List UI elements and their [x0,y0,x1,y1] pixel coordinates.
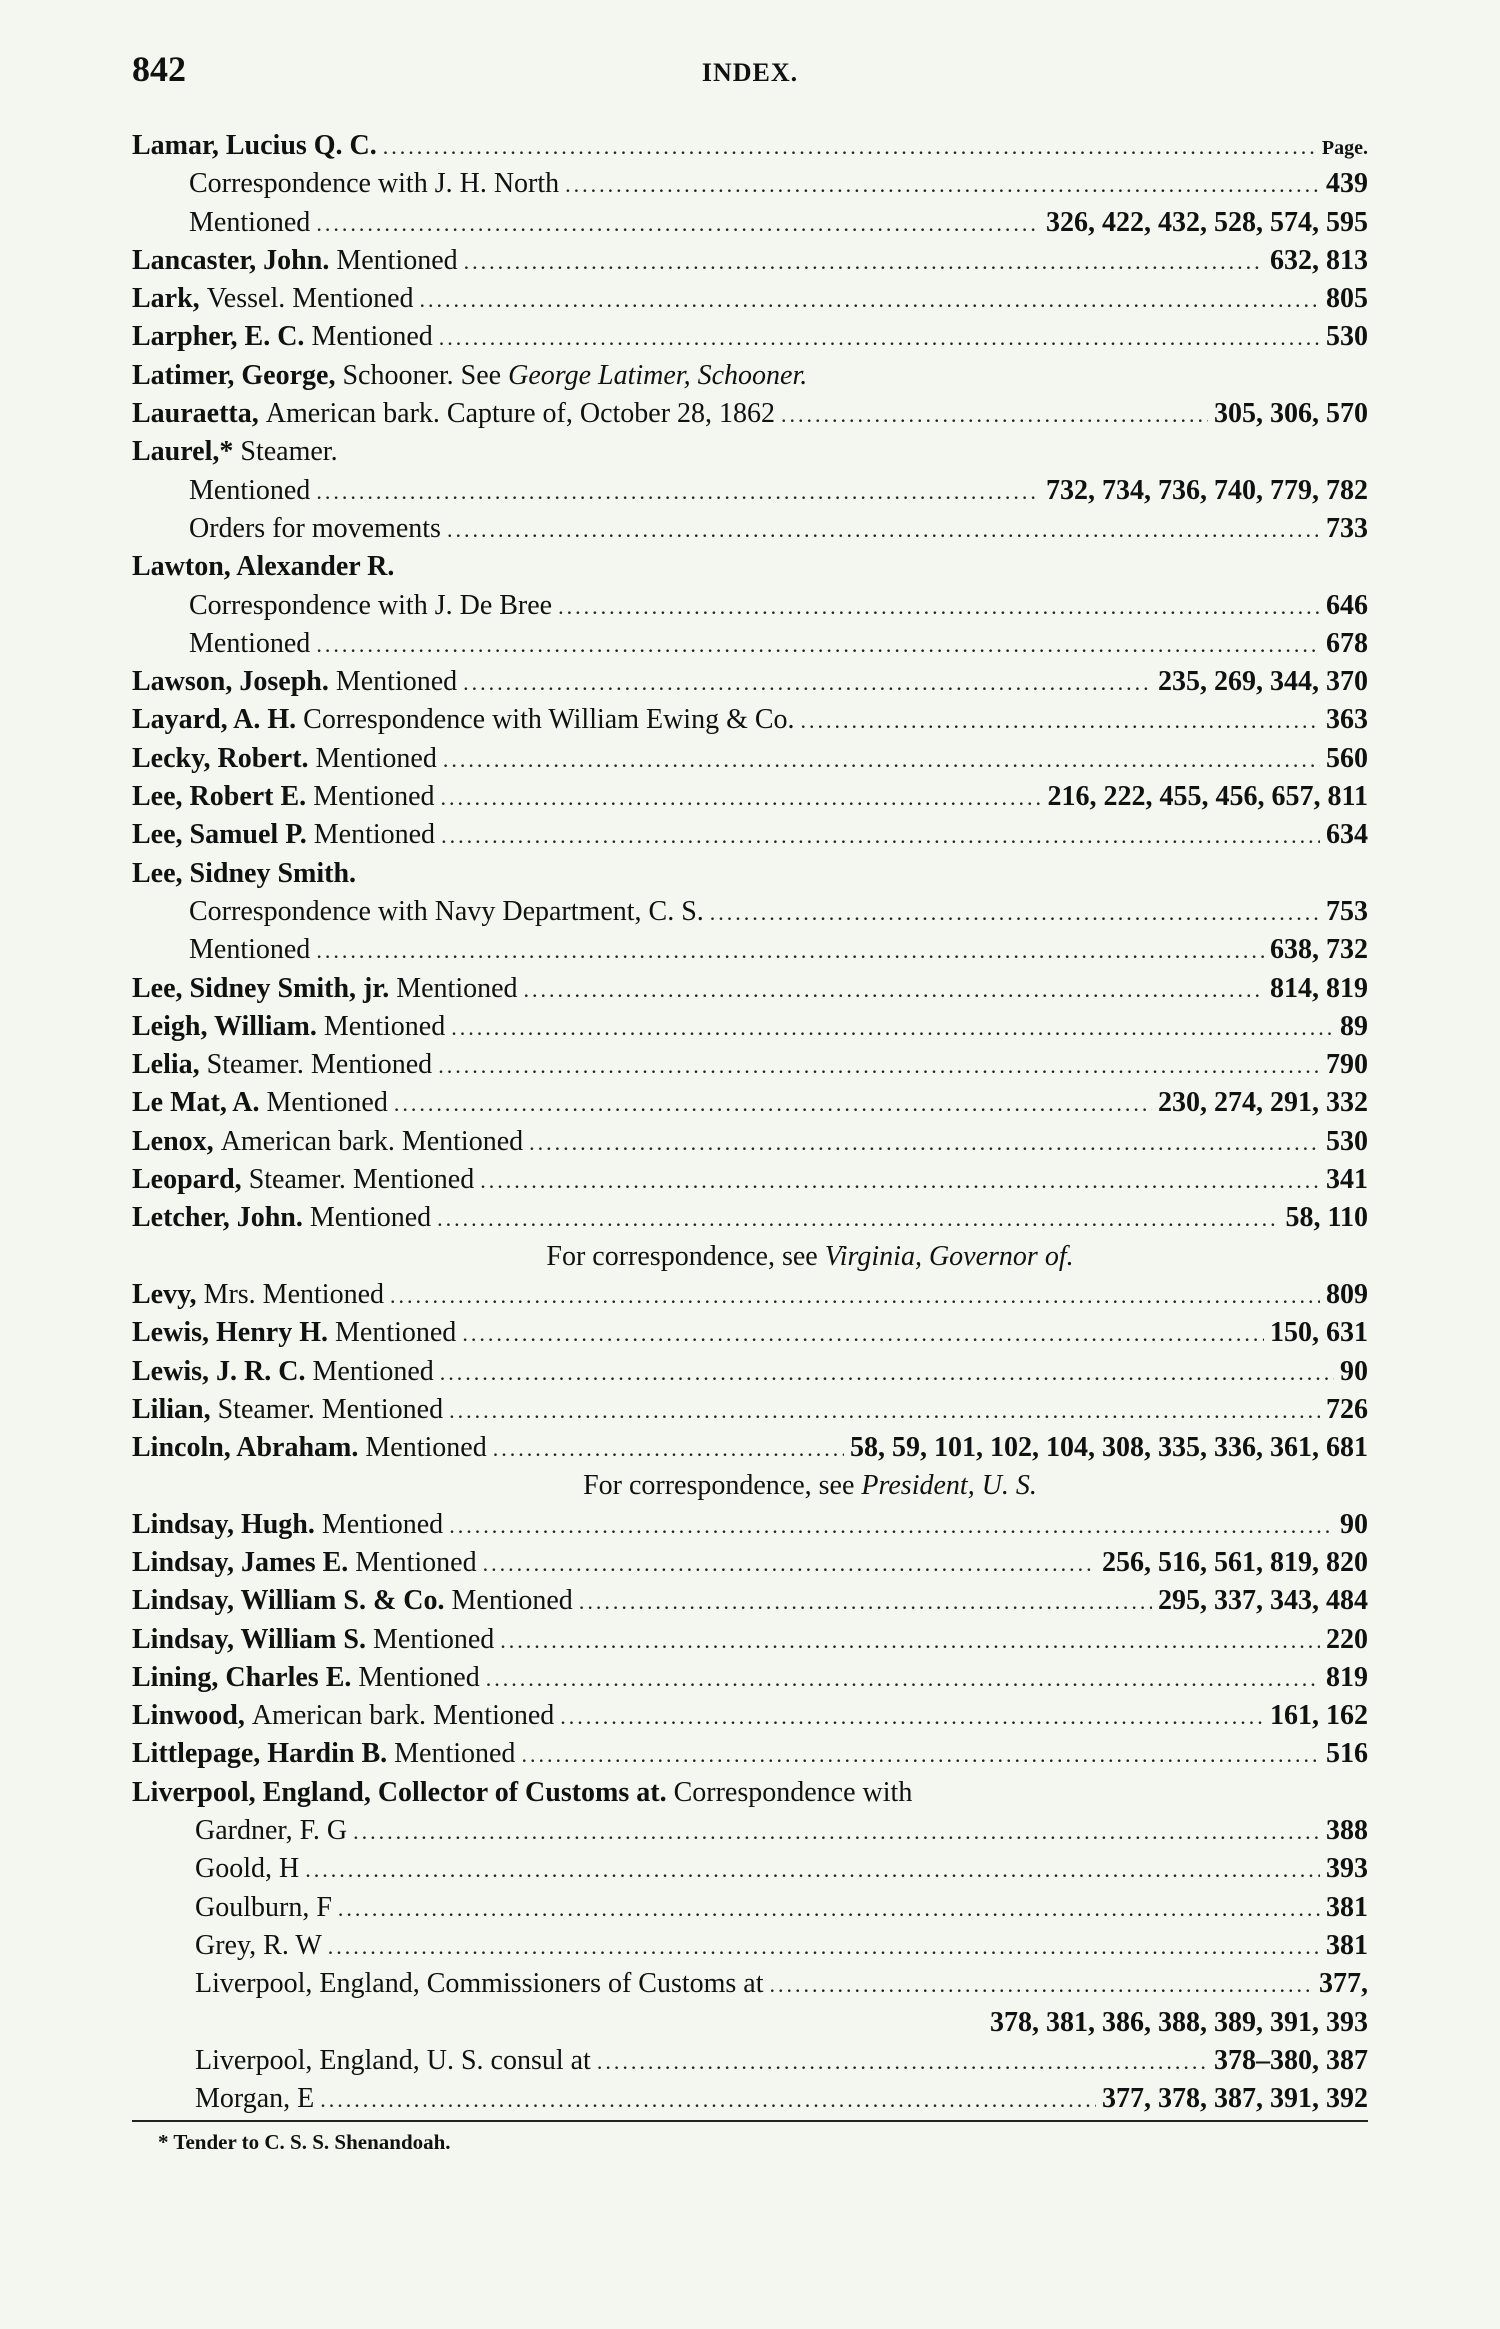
index-entry [132,1774,1368,1812]
entry-pages: 790 [1326,1049,1368,1081]
entry-text: Correspondence with J. H. North [189,168,560,200]
entry-heading: Larpher, E. C. [132,321,305,353]
dot-leader [710,894,1320,932]
entry-text: Mentioned [323,1010,446,1042]
index-entry [132,165,1368,203]
entry-pages: 381 [1326,1929,1368,1961]
entry-heading: Linwood, [132,1700,245,1732]
entry-text: Mentioned [355,1546,477,1578]
index-entry [132,357,1368,395]
index-entry [132,816,1368,854]
index-entry [132,587,1368,625]
entry-text: Liverpool, England, Commissioners of Customs at [195,1968,764,2000]
index-entry [132,1238,1368,1276]
entry-pages: 305, 306, 570 [1214,398,1368,430]
index-entry [132,127,1368,165]
entry-text: Goold, H [195,1853,300,1885]
index-entry [132,1008,1368,1046]
entry-heading: Lecky, Robert. [132,742,309,774]
entry-text: Mentioned [189,627,311,659]
index-entry [132,2080,1368,2118]
index-entry [132,855,1368,893]
entry-pages: 805 [1326,283,1368,315]
entry-text: Mentioned [365,1432,487,1464]
entry-pages: 89 [1340,1010,1368,1042]
dot-leader [781,396,1208,434]
entry-text: Mentioned [396,972,518,1004]
entry-text: Vessel. Mentioned [206,283,414,315]
entry-text: Goulburn, F [195,1891,332,1923]
dot-leader [451,1009,1334,1047]
index-entry [132,1697,1368,1735]
dot-leader [440,1354,1334,1392]
entry-heading: Lewis, J. R. C. [132,1355,306,1387]
entry-heading: Levy, [132,1278,197,1310]
index-entry [132,1084,1368,1122]
index-entry [132,548,1368,586]
index-entry [132,280,1368,318]
index-entry [132,778,1368,816]
dot-leader [383,128,1316,166]
entry-pages: 388 [1326,1815,1368,1847]
index-entry [132,1889,1368,1927]
index-entry [132,1467,1368,1505]
entry-text: Correspondence with J. De Bree [189,589,553,621]
entry-text: Mentioned [335,666,458,698]
entry-heading: Lewis, Henry H. [132,1317,328,1349]
entry-pages: 161, 162 [1270,1700,1368,1732]
index-entry [132,970,1368,1008]
index-entry [132,1199,1368,1237]
entry-text: Mrs. Mentioned [203,1278,384,1310]
index-entry [132,1582,1368,1620]
index-entry [132,1544,1368,1582]
entry-text: Mentioned [321,1508,444,1540]
dot-leader [320,2081,1096,2119]
index-entry [132,1965,1368,2003]
index-entry [132,510,1368,548]
entry-text: Liverpool, England, U. S. consul at [195,2044,591,2076]
index-entry [132,1850,1368,1888]
entry-heading: Lauraetta, [132,398,259,430]
index-entry [132,318,1368,356]
dot-leader [439,319,1320,357]
entry-pages: 295, 337, 343, 484 [1158,1585,1368,1617]
entry-text: Correspondence with [673,1776,913,1808]
index-entry [132,663,1368,701]
dot-leader [316,205,1040,243]
entry-text: Mentioned [189,206,311,238]
entry-pages: 814, 819 [1270,972,1368,1004]
entry-heading: Layard, A. H. [132,704,297,736]
entry-cross-reference: Virginia, Governor of. [824,1240,1074,1272]
entry-text: American bark. Mentioned [220,1125,524,1157]
dot-leader [316,473,1040,511]
entry-heading: Lilian, [132,1393,211,1425]
entry-text: Steamer. Mentioned [206,1049,433,1081]
dot-leader [462,1315,1264,1353]
entry-heading: Lindsay, Hugh. [132,1508,315,1540]
dot-leader [437,1200,1279,1238]
entry-pages: 516 [1326,1738,1368,1770]
index-entry [132,625,1368,663]
entry-pages: 58, 110 [1285,1202,1368,1234]
entry-pages: 326, 422, 432, 528, 574, 595 [1046,206,1368,238]
entry-text: Correspondence with Navy Department, C. S. [189,895,704,927]
entry-text: Mentioned [189,474,311,506]
entry-pages: 90 [1340,1508,1368,1540]
entry-text: Morgan, E [195,2083,315,2115]
index-entry [132,1276,1368,1314]
entry-pages: 819 [1326,1661,1368,1693]
index-entry [132,395,1368,433]
dot-leader [316,932,1264,970]
dot-leader [447,511,1320,549]
dot-leader [524,971,1264,1009]
entry-heading: Leopard, [132,1164,242,1196]
dot-leader [441,779,1042,817]
dot-leader [390,1277,1320,1315]
entry-text: Mentioned [309,1202,432,1234]
dot-leader [443,741,1320,779]
index-entry [132,1621,1368,1659]
entry-text: For correspondence, see [583,1470,855,1502]
entry-pages: 378, 381, 386, 388, 389, 391, 393 [990,2006,1368,2038]
entry-pages: 732, 734, 736, 740, 779, 782 [1046,474,1368,506]
entry-heading: Lawton, Alexander R. [132,551,395,583]
entry-pages: 753 [1326,895,1368,927]
index-entry [132,893,1368,931]
page-number: 842 [132,49,186,89]
index-entry [132,1429,1368,1467]
entry-heading: Lee, Sidney Smith, jr. [132,972,390,1004]
dot-leader [449,1392,1320,1430]
entry-heading: Lawson, Joseph. [132,666,329,698]
entry-text: Mentioned [372,1623,495,1655]
dot-leader [480,1162,1320,1200]
footnote: * Tender to C. S. S. Shenandoah. [158,2130,451,2154]
entry-heading: Littlepage, Hardin B. [132,1738,388,1770]
entry-heading: Lindsay, James E. [132,1546,349,1578]
entry-heading: Leigh, William. [132,1010,317,1042]
entry-pages: 235, 269, 344, 370 [1158,666,1368,698]
entry-pages: 809 [1326,1278,1368,1310]
dot-leader [579,1583,1152,1621]
entry-text: Steamer. Mentioned [248,1164,475,1196]
entry-pages: 632, 813 [1270,244,1368,276]
entry-pages: 90 [1340,1355,1368,1387]
index-entry [132,931,1368,969]
index-entry [132,1046,1368,1084]
page-header [132,48,1368,98]
index-entry [132,1391,1368,1429]
dot-leader [463,664,1152,702]
index-entry [132,1123,1368,1161]
dot-leader [500,1622,1320,1660]
dot-leader [441,817,1320,855]
entry-heading: Lark, [132,283,200,315]
entry-heading: Lamar, Lucius Q. C. [132,130,377,161]
entry-text: Mentioned [313,781,435,813]
entry-pages: 560 [1326,742,1368,774]
running-head: INDEX. [701,58,799,87]
entry-pages: 393 [1326,1853,1368,1885]
entry-pages: 377, [1319,1968,1368,2000]
dot-leader [483,1545,1096,1583]
entry-heading: Latimer, George, [132,359,336,391]
dot-leader [521,1736,1320,1774]
entry-heading: Letcher, John. [132,1202,303,1234]
entry-text: Gardner, F. G [195,1815,348,1847]
entry-text: Mentioned [394,1738,516,1770]
entry-text: Mentioned [311,321,433,353]
entry-pages: 530 [1326,321,1368,353]
entry-text: For correspondence, see [546,1240,818,1272]
entry-text: Grey, R. W [195,1929,322,1961]
entry-pages: 378–380, 387 [1214,2044,1368,2076]
entry-pages: 341 [1326,1164,1368,1196]
entry-pages: 220 [1326,1623,1368,1655]
dot-leader [305,1851,1320,1889]
index-entry [132,1659,1368,1697]
dot-leader [420,281,1320,319]
index-entry [132,472,1368,510]
dot-leader [801,702,1320,740]
dot-leader [529,1124,1320,1162]
entry-heading: Liverpool, England, Collector of Customs at. [132,1776,667,1808]
entry-heading: Lincoln, Abraham. [132,1432,359,1464]
entry-heading: Lancaster, John. [132,244,330,276]
index-entry [132,1812,1368,1850]
entry-heading: Lelia, [132,1049,200,1081]
entry-pages: 150, 631 [1270,1317,1368,1349]
entry-heading: Lining, Charles E. [132,1661,352,1693]
entry-cross-reference: President, U. S. [861,1470,1037,1502]
entry-text: American bark. Mentioned [251,1700,555,1732]
footnote-rule [132,2120,1368,2122]
dot-leader [486,1660,1320,1698]
dot-leader [597,2043,1208,2081]
entry-text: Correspondence with William Ewing & Co. [303,704,795,736]
entry-text: American bark. Capture of, October 28, 1862 [265,398,776,430]
dot-leader [493,1430,844,1468]
entry-heading: Lindsay, William S. [132,1623,366,1655]
entry-text: Orders for movements [189,512,441,544]
dot-leader [394,1085,1152,1123]
dot-leader [565,166,1320,204]
entry-pages: 646 [1326,589,1368,621]
index-entry [132,1927,1368,1965]
entry-pages: 638, 732 [1270,934,1368,966]
entry-pages: 733 [1326,512,1368,544]
entry-text: Steamer. Mentioned [217,1393,444,1425]
entry-pages: 230, 274, 291, 332 [1158,1087,1368,1119]
entry-text: Mentioned [313,819,436,851]
index-entry [132,242,1368,280]
entry-heading: Lindsay, William S. & Co. [132,1585,445,1617]
dot-leader [316,626,1320,664]
index-entry [132,1506,1368,1544]
entry-heading: Lee, Samuel P. [132,819,307,851]
index-entry [132,2004,1368,2042]
entry-text: Mentioned [451,1585,573,1617]
index-entry [132,1314,1368,1352]
dot-leader [338,1890,1320,1928]
entry-text: Mentioned [315,742,437,774]
dot-leader [560,1698,1264,1736]
entry-heading: Le Mat, A. [132,1087,260,1119]
entry-pages: 58, 59, 101, 102, 104, 308, 335, 336, 361, 681 [850,1432,1368,1464]
dot-leader [449,1507,1334,1545]
entry-text: Mentioned [189,934,311,966]
index-entry [132,1735,1368,1773]
entry-heading: Lenox, [132,1125,214,1157]
index-entry [132,740,1368,778]
entry-text: Mentioned [358,1661,480,1693]
entry-heading: Laurel,* [132,436,234,468]
dot-leader [464,243,1264,281]
entry-heading: Lee, Robert E. [132,781,307,813]
dot-leader [328,1928,1320,1966]
entry-cross-reference: George Latimer, Schooner. [508,359,808,391]
index-entries [132,127,1368,2118]
index-entry [132,701,1368,739]
index-entry [132,1161,1368,1199]
entry-text: Steamer. [240,436,338,468]
dot-leader [438,1047,1320,1085]
entry-pages: 381 [1326,1891,1368,1923]
entry-pages: 530 [1326,1125,1368,1157]
entry-text: Mentioned [335,1317,457,1349]
index-entry [132,2042,1368,2080]
page-column-label: Page. [1321,137,1368,159]
entry-pages: 726 [1326,1393,1368,1425]
index-entry [132,1353,1368,1391]
entry-pages: 216, 222, 455, 456, 657, 811 [1047,781,1368,813]
dot-leader [353,1813,1320,1851]
entry-text: Mentioned [336,244,458,276]
entry-text: Mentioned [266,1087,388,1119]
entry-pages: 363 [1326,704,1368,736]
entry-pages: 256, 516, 561, 819, 820 [1102,1546,1368,1578]
dot-leader [770,1966,1313,2004]
entry-pages: 678 [1326,627,1368,659]
entry-pages: 439 [1326,168,1368,200]
dot-leader [558,588,1320,626]
index-entry [132,433,1368,471]
entry-text: Mentioned [312,1355,434,1387]
entry-pages: 634 [1326,819,1368,851]
index-entry [132,204,1368,242]
entry-heading: Lee, Sidney Smith. [132,857,357,889]
entry-pages: 377, 378, 387, 391, 392 [1102,2083,1368,2115]
entry-text: Schooner. See [342,359,502,391]
